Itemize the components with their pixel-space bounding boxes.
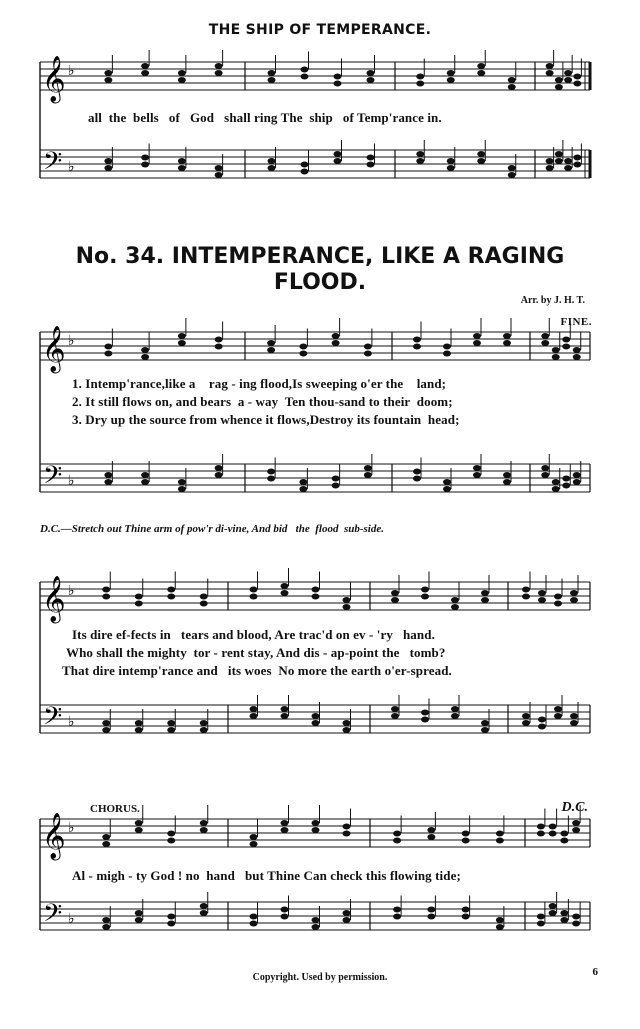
note-head [522,587,530,593]
note-head [200,594,208,600]
note-head [135,820,143,826]
note-head [573,162,581,168]
note-head [481,590,489,596]
note-head [268,77,276,83]
note-head [560,838,568,844]
note-head [334,158,342,164]
note-head [104,479,112,485]
note-head [538,590,546,596]
note-head [447,158,455,164]
page-mark: 6 [592,966,598,978]
note-head [267,476,275,482]
note-head [549,831,557,837]
note-head [564,158,572,164]
note-head [443,486,451,492]
note-head [102,924,110,930]
note-head [178,158,186,164]
note-head [413,344,421,350]
note-head [301,74,309,80]
note-head [141,63,149,69]
note-head [391,590,399,596]
note-head [268,165,276,171]
note-head [364,344,372,350]
note-head [312,720,320,726]
copyright-notice: Copyright. Used by permission. [252,972,388,983]
flat-sign-icon: ♭ [68,714,75,730]
note-head [570,597,578,603]
note-head [178,70,186,76]
note-head [364,351,372,357]
note-head [560,917,568,923]
note-head [102,841,110,847]
note-head [427,907,435,913]
note-head [447,165,455,171]
note-head [481,597,489,603]
treble-clef-icon: 𝄞 [42,56,66,102]
note-head [496,917,504,923]
note-head [537,831,545,837]
staff-system-3 [0,805,640,975]
note-head [546,63,554,69]
note-head [250,841,258,847]
note-head [421,710,429,716]
note-head [178,333,186,339]
note-head [522,594,530,600]
flat-sign-icon: ♭ [68,473,75,489]
note-head [496,831,504,837]
bass-clef-icon: 𝄢 [43,702,63,737]
fine-mark: FINE. [560,316,592,328]
note-head [215,172,223,178]
note-head [104,70,112,76]
note-head [215,465,223,471]
bass-clef-icon: 𝄢 [43,461,63,496]
note-head [573,354,581,360]
hymn-title: No. 34. INTEMPERANCE, LIKE A RAGING FLOOD. [75,244,565,295]
note-head [332,333,340,339]
note-head [443,479,451,485]
note-head [573,74,581,80]
note-head [312,917,320,923]
note-head [102,587,110,593]
note-head [281,583,289,589]
note-head [473,340,481,346]
note-head [462,838,470,844]
note-head [552,486,560,492]
note-head [268,158,276,164]
note-head [215,344,223,350]
previous-hymn-lyric: all the bells of God shall ring The ship of Temp'rance in. [88,110,442,125]
note-head [447,70,455,76]
note-head [572,820,580,826]
note-head [141,479,149,485]
note-head [332,340,340,346]
verse2-line-3: That dire intemp'rance and its woes No more the earth o'er-spread. [62,663,452,678]
flat-sign-icon: ♭ [68,583,75,599]
flat-sign-icon: ♭ [68,911,75,927]
note-head [141,155,149,161]
note-head [104,351,112,357]
note-head [135,727,143,733]
note-head [393,914,401,920]
note-head [135,720,143,726]
note-head [522,713,530,719]
note-head [538,724,546,730]
note-head [562,483,570,489]
note-head [391,713,399,719]
bass-clef-icon: 𝄢 [43,147,63,182]
note-head [554,601,562,607]
note-head [496,924,504,930]
note-head [555,77,563,83]
note-head [102,917,110,923]
note-head [555,158,563,164]
note-head [546,158,554,164]
note-head [141,70,149,76]
note-head [250,587,258,593]
note-head [312,594,320,600]
note-head [473,472,481,478]
note-head [141,347,149,353]
note-head [541,333,549,339]
note-head [102,834,110,840]
dc-instruction: D.C.—Stretch out Thine arm of pow'r di-vine, And bid the flood sub-side. [40,523,384,535]
note-head [503,479,511,485]
note-head [250,921,258,927]
note-head [312,713,320,719]
note-head [473,333,481,339]
note-head [564,165,572,171]
flat-sign-icon: ♭ [68,820,75,836]
note-head [215,70,223,76]
note-head [332,483,340,489]
note-head [564,70,572,76]
note-head [549,824,557,830]
note-head [572,827,580,833]
note-head [416,158,424,164]
note-head [268,70,276,76]
note-head [391,706,399,712]
note-head [564,77,572,83]
note-head [104,77,112,83]
flat-sign-icon: ♭ [68,63,75,79]
chorus-lyric: Al - migh - ty God ! no hand but Thine Can check this flowing tide; [72,868,461,883]
note-head [250,594,258,600]
note-head [538,717,546,723]
note-head [299,344,307,350]
note-head [299,486,307,492]
verse2-line-2: Who shall the mighty tor - rent stay, And dis - ap-point the tomb? [66,645,446,660]
note-head [312,587,320,593]
note-head [421,594,429,600]
note-head [343,831,351,837]
note-head [135,910,143,916]
note-head [562,476,570,482]
note-head [570,720,578,726]
note-head [102,594,110,600]
note-head [554,594,562,600]
note-head [135,601,143,607]
note-head [167,594,175,600]
note-head [572,914,580,920]
note-head [546,165,554,171]
note-head [267,340,275,346]
note-head [167,921,175,927]
verse-line-1: 1. Intemp'rance,like a rag - ing flood,Is sweeping o'er the land; [72,376,447,391]
note-head [421,717,429,723]
arranger-credit: Arr. by J. H. T. [520,295,585,306]
note-head [332,476,340,482]
note-head [481,720,489,726]
note-head [215,337,223,343]
note-head [560,910,568,916]
note-head [451,597,459,603]
note-head [451,713,459,719]
note-head [413,469,421,475]
note-head [364,465,372,471]
note-head [267,347,275,353]
note-head [367,155,375,161]
note-head [503,472,511,478]
note-head [104,344,112,350]
note-head [135,917,143,923]
chorus-label: CHORUS. [90,803,140,815]
note-head [416,81,424,87]
note-head [250,713,258,719]
note-head [573,81,581,87]
verse-line-2: 2. It still flows on, and bears a - way Ten thou-sand to their doom; [72,394,453,409]
note-head [299,479,307,485]
note-head [178,486,186,492]
note-head [141,354,149,360]
flat-sign-icon: ♭ [68,333,75,349]
treble-clef-icon: 𝄞 [42,576,66,622]
note-head [416,151,424,157]
note-head [334,74,342,80]
note-head [364,472,372,478]
bass-clef-icon: 𝄢 [43,899,63,934]
note-head [552,354,560,360]
note-head [343,824,351,830]
note-head [573,472,581,478]
note-head [537,824,545,830]
previous-hymn-title: THE SHIP OF TEMPERANCE. [208,22,432,38]
note-head [250,706,258,712]
note-head [367,77,375,83]
dc-mark: D.C. [561,800,588,815]
note-head [343,910,351,916]
note-head [215,165,223,171]
note-head [102,720,110,726]
note-head [391,597,399,603]
note-head [477,158,485,164]
note-head [215,63,223,69]
note-head [200,827,208,833]
note-head [552,347,560,353]
note-head [178,479,186,485]
note-head [393,907,401,913]
note-head [541,340,549,346]
note-head [301,162,309,168]
note-head [312,924,320,930]
note-head [522,720,530,726]
note-head [141,162,149,168]
note-head [367,162,375,168]
note-head [477,63,485,69]
note-head [178,77,186,83]
note-head [281,713,289,719]
note-head [538,597,546,603]
note-head [549,903,557,909]
note-head [560,831,568,837]
note-head [508,172,516,178]
verse2-line-1: Its dire ef-fects in tears and blood, Are trac'd on ev - 'ry hand. [72,627,435,642]
note-head [537,914,545,920]
note-head [393,838,401,844]
note-head [554,706,562,712]
note-head [546,70,554,76]
note-head [555,151,563,157]
note-head [200,820,208,826]
note-head [281,827,289,833]
note-head [477,70,485,76]
note-head [443,344,451,350]
note-head [343,597,351,603]
note-head [281,907,289,913]
note-head [167,720,175,726]
note-head [427,827,435,833]
treble-clef-icon: 𝄞 [42,813,66,859]
note-head [572,921,580,927]
note-head [555,84,563,90]
note-head [562,344,570,350]
note-head [301,67,309,73]
verse-line-3: 3. Dry up the source from whence it flows,Destroy its fountain head; [72,412,460,427]
note-head [573,479,581,485]
note-head [537,921,545,927]
note-head [281,914,289,920]
note-head [343,720,351,726]
note-head [343,727,351,733]
note-head [250,914,258,920]
note-head [462,907,470,913]
note-head [281,590,289,596]
note-head [451,706,459,712]
note-head [312,827,320,833]
note-head [334,151,342,157]
note-head [413,337,421,343]
note-head [503,333,511,339]
note-head [508,165,516,171]
note-head [167,914,175,920]
note-head [200,910,208,916]
note-head [443,351,451,357]
note-head [573,155,581,161]
note-head [416,74,424,80]
note-head [541,472,549,478]
flat-sign-icon: ♭ [68,159,75,175]
note-head [367,70,375,76]
note-head [178,165,186,171]
note-head [508,77,516,83]
treble-clef-icon: 𝄞 [42,326,66,372]
note-head [427,914,435,920]
note-head [334,81,342,87]
note-head [167,838,175,844]
note-head [200,720,208,726]
note-head [104,472,112,478]
note-head [462,831,470,837]
note-head [104,165,112,171]
note-head [477,151,485,157]
note-head [167,727,175,733]
note-head [541,465,549,471]
note-head [215,472,223,478]
note-head [102,727,110,733]
note-head [413,476,421,482]
note-head [549,910,557,916]
note-head [554,713,562,719]
note-head [267,469,275,475]
note-head [451,604,459,610]
note-head [301,169,309,175]
note-head [393,831,401,837]
note-head [200,727,208,733]
note-head [503,340,511,346]
note-head [281,820,289,826]
note-head [281,706,289,712]
note-head [343,917,351,923]
note-head [427,834,435,840]
note-head [178,340,186,346]
note-head [167,831,175,837]
note-head [167,587,175,593]
note-head [343,604,351,610]
note-head [104,158,112,164]
note-head [508,84,516,90]
note-head [312,820,320,826]
note-head [552,479,560,485]
note-head [135,827,143,833]
note-head [447,77,455,83]
note-head [141,472,149,478]
note-head [562,337,570,343]
note-head [573,347,581,353]
note-head [462,914,470,920]
note-head [481,727,489,733]
note-head [473,465,481,471]
note-head [250,834,258,840]
note-head [200,601,208,607]
note-head [299,351,307,357]
note-head [570,713,578,719]
note-head [496,838,504,844]
note-head [570,590,578,596]
note-head [135,594,143,600]
note-head [421,587,429,593]
staff-system-previous-hymn [0,50,640,220]
note-head [200,903,208,909]
